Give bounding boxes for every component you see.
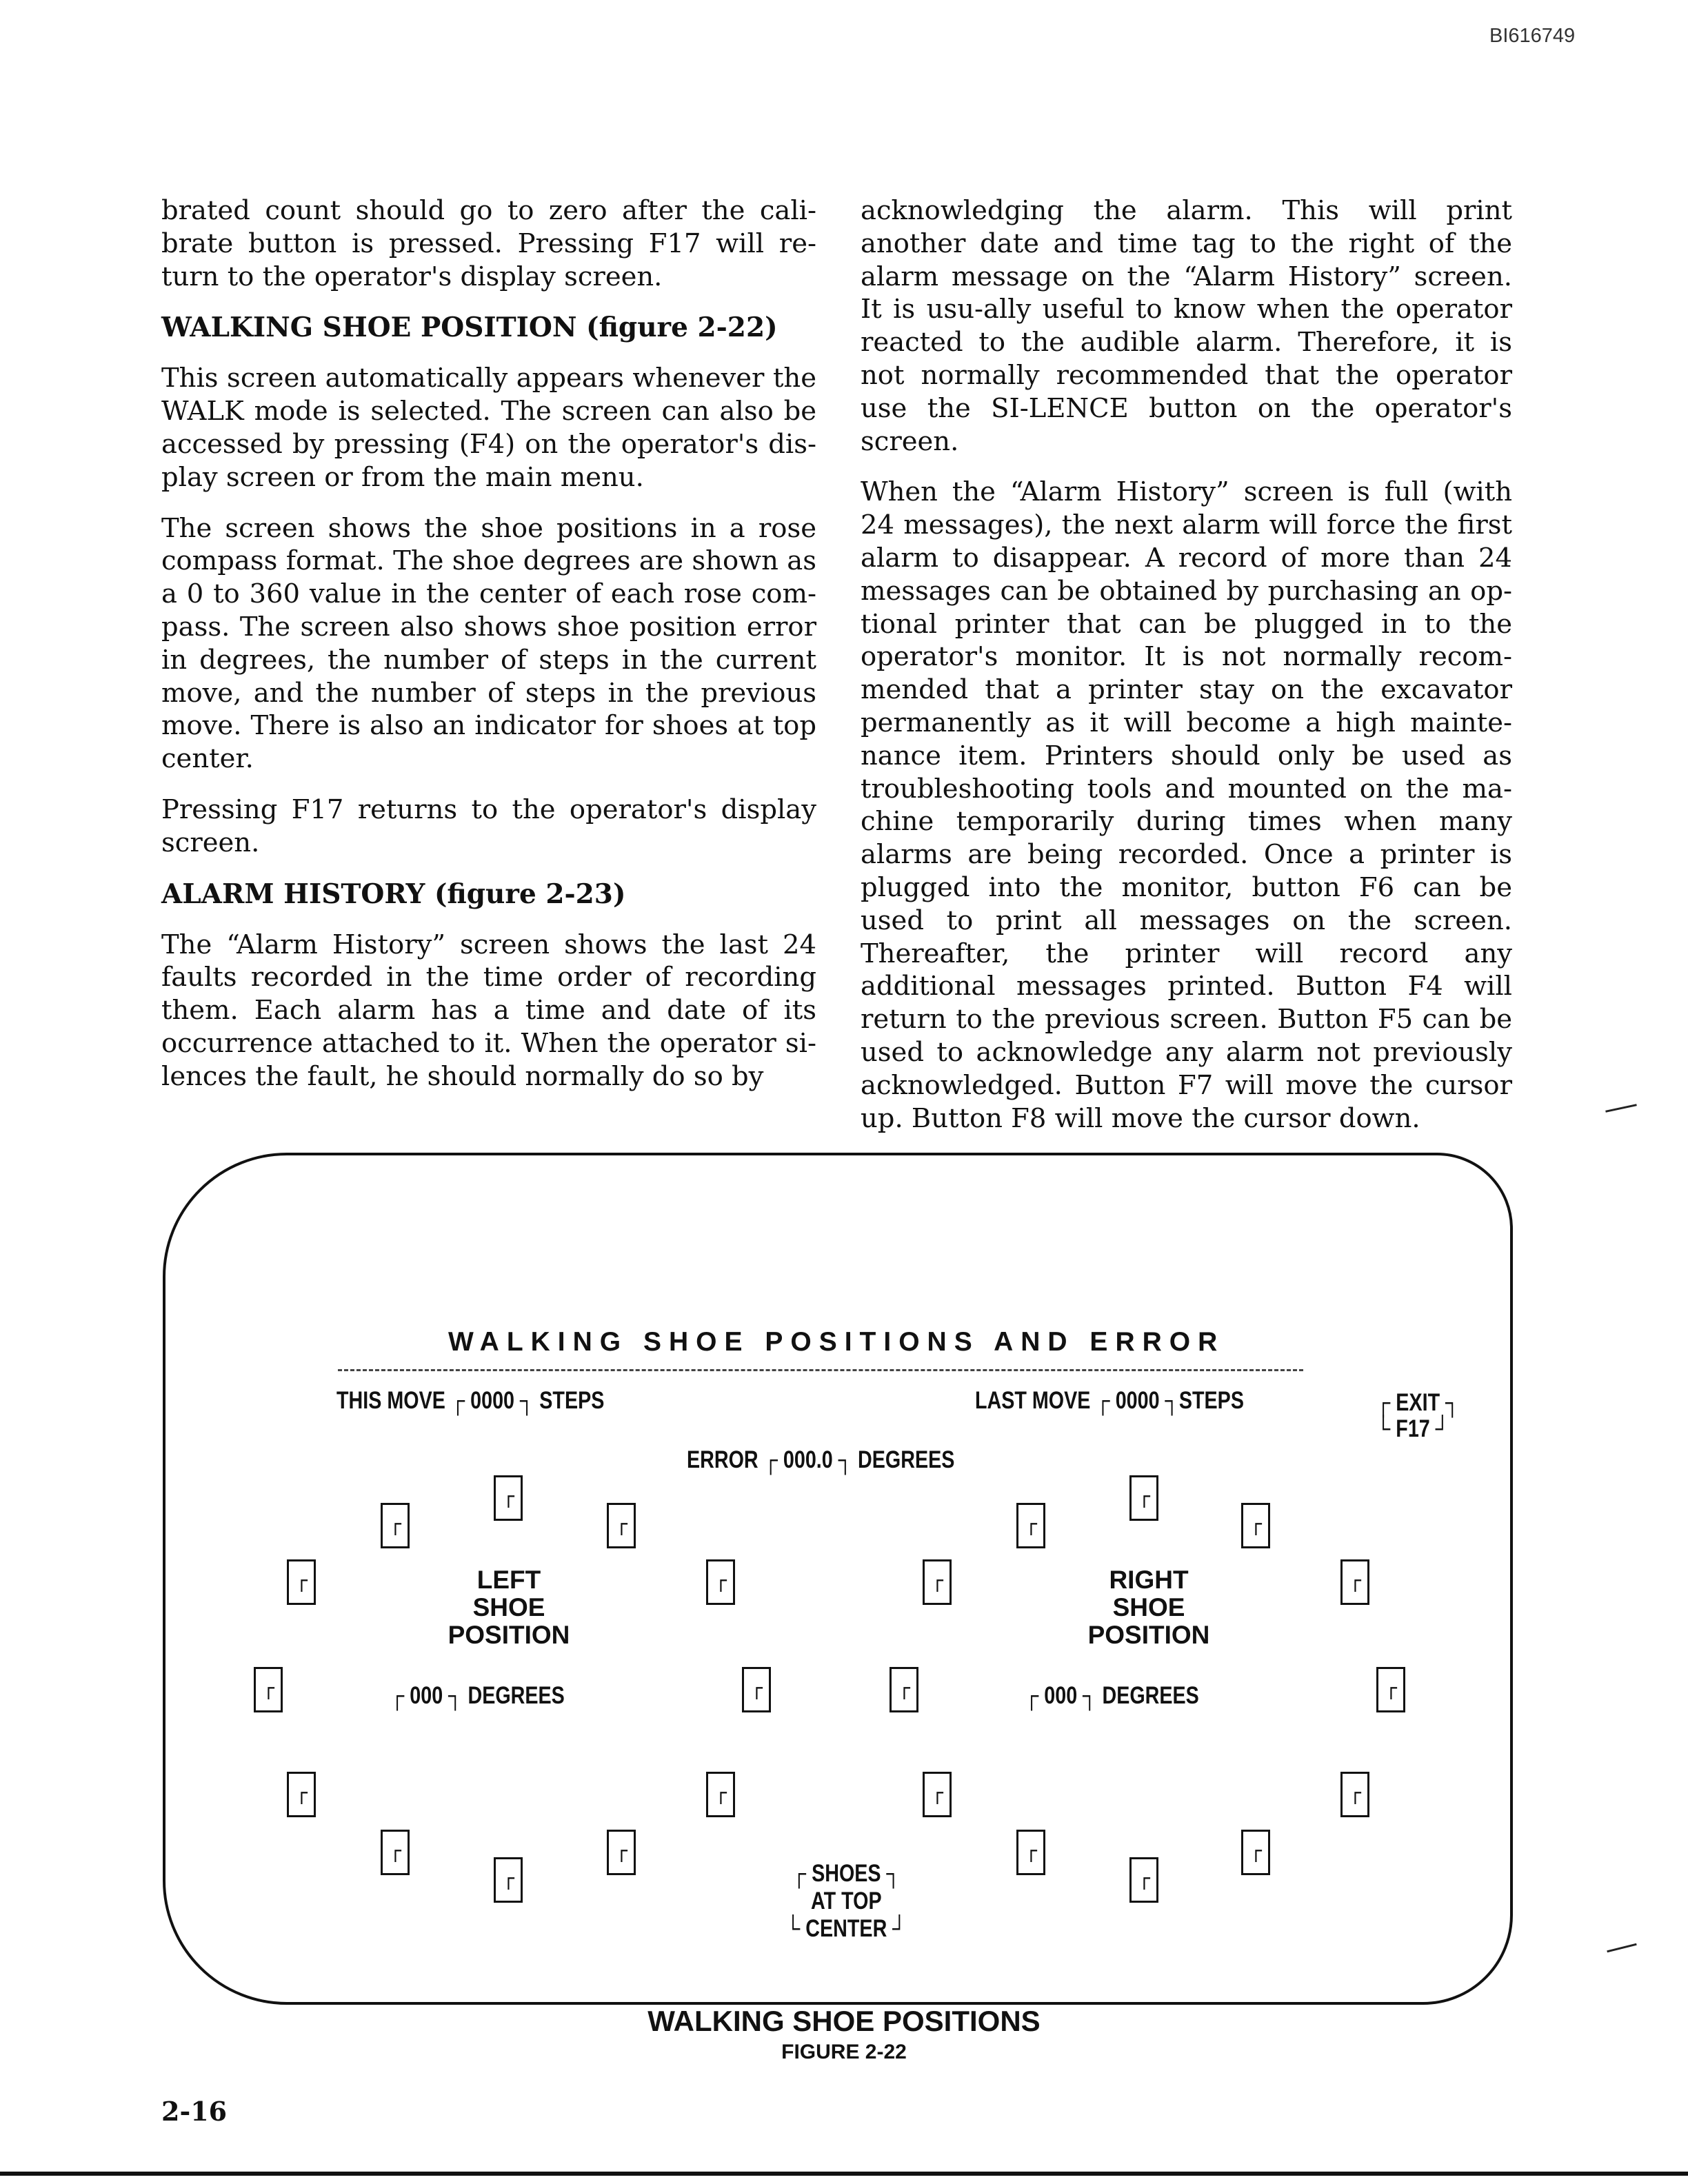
shoe-position-marker: ┌ bbox=[890, 1667, 918, 1712]
shoe-position-marker: ┌ bbox=[923, 1772, 952, 1817]
page-number: 2-16 bbox=[161, 2096, 228, 2127]
shoe-position-marker: ┌ bbox=[287, 1772, 316, 1817]
section-heading-alarm-history: ALARM HISTORY (figure 2-23) bbox=[161, 878, 626, 910]
shoe-position-marker: ┌ bbox=[1129, 1475, 1158, 1521]
left-shoe-degrees: ┌ 000 ┐ DEGREES bbox=[390, 1682, 565, 1709]
shoe-position-marker: ┌ bbox=[706, 1559, 735, 1605]
left-column bbox=[161, 194, 816, 1111]
right-shoe-degrees: ┌ 000 ┐ DEGREES bbox=[1025, 1682, 1199, 1709]
title-divider bbox=[338, 1369, 1303, 1371]
shoe-position-marker: ┌ bbox=[381, 1830, 410, 1875]
figure-number: FIGURE 2-22 bbox=[781, 2041, 907, 2063]
shoe-position-marker: ┌ bbox=[287, 1559, 316, 1605]
paragraph: The “Alarm History” screen shows the last 24 faults recorded in the time order of recording them. Each alarm has a time and date of its occurrence attached to it. When the operator si-lences the fault, he should normally do so by bbox=[161, 929, 816, 1092]
shoe-position-marker: ┌ bbox=[607, 1830, 636, 1875]
paragraph: acknowledging the alarm. This will print another date and time tag to the right of the alarm message on the “Alarm History” screen. It is usu-ally useful to know when the operator reacted to the audible alarm. Therefore, it is not normally recommended that the operator use the SI-LENCE button on the operator's screen. bbox=[861, 195, 1512, 457]
exit-f17-button[interactable] bbox=[1376, 1390, 1459, 1442]
shoe-position-marker: ┌ bbox=[706, 1772, 735, 1817]
bottom-border bbox=[0, 2172, 1688, 2176]
shoe-position-marker: ┌ bbox=[923, 1559, 952, 1605]
shoe-position-marker: ┌ bbox=[742, 1667, 771, 1712]
shoe-position-marker: ┌ bbox=[1340, 1559, 1369, 1605]
shoe-position-marker: ┌ bbox=[1129, 1857, 1158, 1903]
last-move-readout: LAST MOVE ┌ 0000 ┐STEPS bbox=[975, 1387, 1244, 1414]
left-shoe-position-label: LEFT SHOE POSITION bbox=[448, 1566, 570, 1649]
right-column bbox=[861, 194, 1512, 1153]
exit-label: ┌ EXIT ┐ bbox=[1376, 1389, 1460, 1416]
figure-screen-title: WALKING SHOE POSITIONS AND ERROR bbox=[448, 1327, 1225, 1357]
shoe-position-marker: ┌ bbox=[607, 1503, 636, 1548]
f17-label: └ F17 ┘ bbox=[1376, 1415, 1450, 1442]
right-shoe-position-label: RIGHT SHOE POSITION bbox=[1087, 1566, 1210, 1649]
this-move-readout: THIS MOVE ┌ 0000 ┐ STEPS bbox=[336, 1387, 605, 1414]
paragraph: When the “Alarm History” screen is full (with 24 messages), the next alarm will force the first alarm to disappear. A record of more than 24 messages can be obtained by purchasing an op-tional printer that can be plugged in to the operator's monitor. It is not normally recom-mended that a printer stay on the excavator permanently as it will become a high mainte-nance item. Printers should only be used as troubleshooting tools and mounted on the ma-chine temporarily during times when many alarms are being recorded. Once a printer is plugged into the monitor, button F6 can be used to print all messages on the screen. Thereafter, the printer will record any additional messages printed. Button F4 will return to the previous screen. Button F5 can be used to acknowledge any alarm not previously acknowledged. Button F7 will move the cursor up. Button F8 will move the cursor down. bbox=[861, 476, 1512, 1134]
shoe-position-marker: ┌ bbox=[1016, 1830, 1045, 1875]
figure-caption: WALKING SHOE POSITIONS bbox=[647, 2005, 1041, 2037]
shoe-position-marker: ┌ bbox=[381, 1503, 410, 1548]
shoe-position-marker: ┌ bbox=[1016, 1503, 1045, 1548]
paragraph: The screen shows the shoe positions in a rose compass format. The shoe degrees are shown as a 0 to 360 value in the center of each rose com-pass. The screen also shows shoe position error in degrees, the number of steps in the current move, and the number of steps in the previous move. There is also an indicator for shoes at top center. bbox=[161, 512, 816, 775]
section-heading-walking-shoe: WALKING SHOE POSITION (figure 2-22) bbox=[161, 312, 778, 344]
shoe-position-marker: ┌ bbox=[1241, 1503, 1270, 1548]
paragraph: brated count should go to zero after the cali-brate button is pressed. Pressing F17 will re-turn to the operator's display screen. bbox=[161, 195, 816, 292]
shoes-at-top-center-indicator: ┌ SHOES ┐ AT TOP └ CENTER ┘ bbox=[786, 1860, 907, 1942]
shoe-position-marker: ┌ bbox=[1376, 1667, 1405, 1712]
shoe-position-marker: ┌ bbox=[494, 1857, 523, 1903]
error-readout: ERROR ┌ 000.0 ┐ DEGREES bbox=[687, 1446, 955, 1473]
margin-mark bbox=[1605, 1104, 1637, 1112]
shoe-position-marker: ┌ bbox=[254, 1667, 283, 1712]
shoe-position-marker: ┌ bbox=[1340, 1772, 1369, 1817]
margin-mark bbox=[1607, 1943, 1636, 1953]
paragraph: This screen automatically appears whenever the WALK mode is selected. The screen can also be accessed by pressing (F4) on the operator's dis-play screen or from the main menu. bbox=[161, 363, 816, 493]
document-id: BI616749 bbox=[1489, 25, 1576, 47]
paragraph: Pressing F17 returns to the operator's display screen. bbox=[161, 793, 816, 858]
shoe-position-marker: ┌ bbox=[1241, 1830, 1270, 1875]
shoe-position-marker: ┌ bbox=[494, 1475, 523, 1521]
